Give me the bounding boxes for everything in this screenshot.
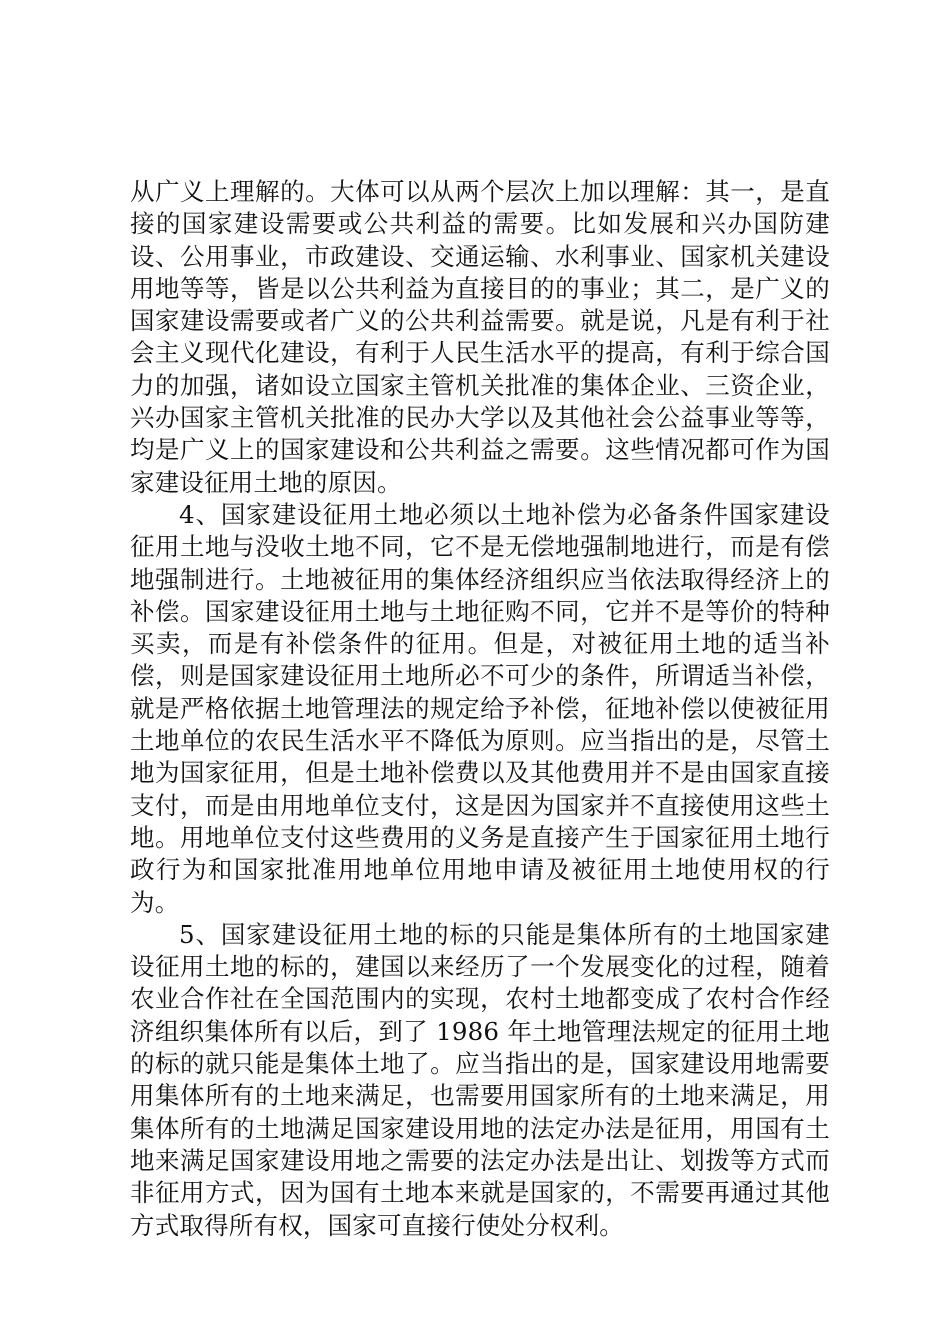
paragraph-item-5: 5、国家建设征用土地的标的只能是集体所有的土地国家建设征用土地的标的，建国以来经历了一个发展变化的过程，随着农业合作社在全国范围内的实现，农村土地都变成了农村合作经济组织集体所有以后，到了 1986 年土地管理法规定的征用土地的标的就只能是集体土地了。应当指出的是，国家建设用地需要用集体所有的土地来满足，也需要用国家所有的土地来满足，用集体所有的土地满足国家建设用地的法定办法是征用，用国有土地来满足国家建设用地之需要的法定办法是出让、划拨等方式而非征用方式，因为国有土地本来就是国家的，不需要再通过其他方式取得所有权，国家可直接行使处分权利。 [130,919,830,1240]
paragraph-item-4: 4、国家建设征用土地必须以土地补偿为必备条件国家建设征用土地与没收土地不同，它不是无偿地强制地进行，而是有偿地强制进行。土地被征用的集体经济组织应当依法取得经济上的补偿。国家建设征用土地与土地征购不同，它并不是等价的特种买卖，而是有补偿条件的征用。但是，对被征用土地的适当补偿，则是国家建设征用土地所必不可少的条件，所谓适当补偿，就是严格依据土地管理法的规定给予补偿，征地补偿以使被征用土地单位的农民生活水平不降低为原则。应当指出的是，尽管土地为国家征用，但是土地补偿费以及其他费用并不是由国家直接支付，而是由用地单位支付，这是因为国家并不直接使用这些土地。用地单位支付这些费用的义务是直接产生于国家征用土地行政行为和国家批准用地单位用地申请及被征用土地使用权的行为。 [130,499,830,917]
paragraph-continuation: 从广义上理解的。大体可以从两个层次上加以理解：其一，是直接的国家建设需要或公共利益的需要。比如发展和兴办国防建设、公用事业，市政建设、交通运输、水利事业、国家机关建设用地等等，皆是以公共利益为直接目的的事业；其二，是广义的国家建设需要或者广义的公共利益需要。就是说，凡是有利于社会主义现代化建设，有利于人民生活水平的提高，有利于综合国力的加强，诸如设立国家主管机关批准的集体企业、三资企业，兴办国家主管机关批准的民办大学以及其他社会公益事业等等，均是广义上的国家建设和公共利益之需要。这些情况都可作为国家建设征用土地的原因。 [130,177,830,497]
document-body [130,176,830,1242]
